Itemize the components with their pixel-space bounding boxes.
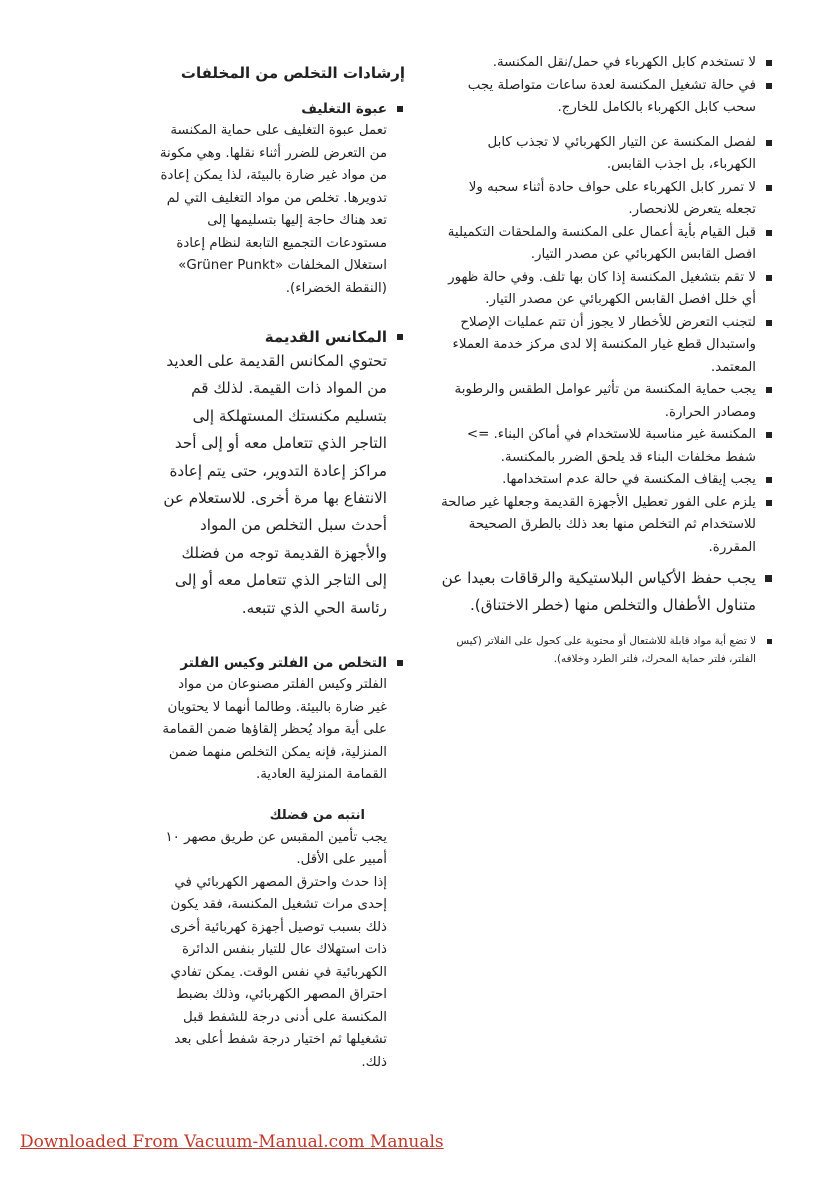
download-source-link[interactable]: Downloaded From Vacuum-Manual.com Manuals	[20, 1132, 444, 1152]
attention-heading: انتبه من فضلك	[269, 807, 365, 823]
section-heading: التخلص من الفلتر وكيس الفلتر	[158, 652, 405, 674]
section-text: تحتوي المكانس القديمة على العديد من المواد ذات القيمة. لذلك قم بتسليم مكنستك المستهلكة إلى التاجر الذي تتعامل معه أو إلى أحد مراكز إعادة التدوير، حتى يتم إعادة الانتفاع بها مرة أخرى. للاستعلام عن أحدث سبل التخلص من المواد والأجهزة القديمة توجه من فضلك إلى التاجر الذي تتعامل معه أو إلى رئاسة الحي الذي تتبعه.	[163, 352, 387, 617]
safety-bullet: لا تقم بتشغيل المكنسة إذا كان بها تلف. وفي حالة ظهور أي خلل افصل القابس الكهربائي عن مصدر التيار.	[440, 267, 774, 312]
section-text: الفلتر وكيس الفلتر مصنوعان من مواد غير ضارة بالبيئة. وطالما أنهما لا يحتويان على أية مواد يُحظر إلقاؤها ضمن القمامة المنزلية، فإنه يمكن التخلص منهما ضمن القمامة المنزلية العادية.	[162, 677, 387, 783]
safety-bullet: لا تمرر كابل الكهرباء على حواف حادة أثناء سحبه ولا تجعله يتعرض للانحصار.	[440, 177, 774, 222]
safety-instructions-column	[440, 52, 774, 668]
old-vacuums-section	[158, 326, 405, 622]
suffocation-warning: يجب حفظ الأكياس البلاستيكية والرقاقات بعيدا عن متناول الأطفال والتخلص منها (خطر الاختناق).	[440, 565, 774, 619]
safety-bullet: المكنسة غير مناسبة للاستخدام في أماكن البناء. => شفط مخلفات البناء قد يلحق الضرر بالمكنسة.	[440, 424, 774, 469]
page-title: إرشادات التخلص من المخلفات	[180, 64, 405, 82]
flammable-note: لا تضع أية مواد قابلة للاشتعال أو محتوية على كحول على الفلاتر (كيس الفلتر، فلتر حماية المحرك، فلتر الطرد وخلافه).	[440, 633, 774, 668]
safety-bullet: يجب حماية المكنسة من تأثير عوامل الطقس والرطوبة ومصادر الحرارة.	[440, 379, 774, 424]
disposal-column	[158, 52, 405, 1074]
section-heading: عبوة التغليف	[158, 98, 405, 120]
safety-bullet: لفصل المكنسة عن التيار الكهربائي لا تجذب كابل الكهرباء، بل اجذب القابس.	[440, 132, 774, 177]
safety-bullet: يلزم على الفور تعطيل الأجهزة القديمة وجعلها غير صالحة للاستخدام ثم التخلص منها بعد ذلك بالطرق الصحيحة المقررة.	[440, 492, 774, 560]
attention-text: إذا حدث واحترق المصهر الكهربائي في إحدى مرات تشغيل المكنسة، فقد يكون ذلك بسبب توصيل أجهزة كهربائية أخرى ذات استهلاك عال للتيار بنفس الدائرة الكهربائية في نفس الوقت. يمكن تفادي احتراق المصهر الكهربائي، وذلك بضبط المكنسة على أدنى درجة للشفط قبل تشغيلها ثم اختيار درجة شفط أعلى بعد ذلك.	[170, 874, 387, 1070]
safety-bullet: يجب إيقاف المكنسة في حالة عدم استخدامها.	[440, 469, 774, 492]
attention-section	[158, 805, 405, 1075]
safety-bullet: قبل القيام بأية أعمال على المكنسة والملحقات التكميلية افصل القابس الكهربائي عن مصدر التيار.	[440, 222, 774, 267]
safety-bullet: لا تستخدم كابل الكهرباء في حمل/نقل المكنسة.	[440, 52, 774, 75]
filter-section	[158, 652, 405, 787]
safety-bullet: في حالة تشغيل المكنسة لعدة ساعات متواصلة يجب سحب كابل الكهرباء بالكامل للخارج.	[440, 75, 774, 120]
packaging-section	[158, 98, 405, 300]
attention-text: يجب تأمين المقبس عن طريق مصهر ١٠ أمبير على الأقل.	[165, 829, 387, 868]
section-heading: المكانس القديمة	[158, 326, 405, 348]
section-text: تعمل عبوة التغليف على حماية المكنسة من التعرض للضرر أثناء نقلها. وهي مكونة من مواد غير ضارة بالبيئة، لذا يمكن إعادة تدويرها. تخلص من مواد التغليف التي لم تعد هناك حاجة إليها بتسليمها إلى مستودعات التجميع التابعة لنظام إعادة استغلال المخلفات «Grüner Punkt» (النقطة الخضراء).	[159, 123, 387, 296]
safety-bullet: لتجنب التعرض للأخطار لا يجوز أن تتم عمليات الإصلاح واستبدال قطع غيار المكنسة إلا لدى مركز خدمة العملاء المعتمد.	[440, 312, 774, 380]
